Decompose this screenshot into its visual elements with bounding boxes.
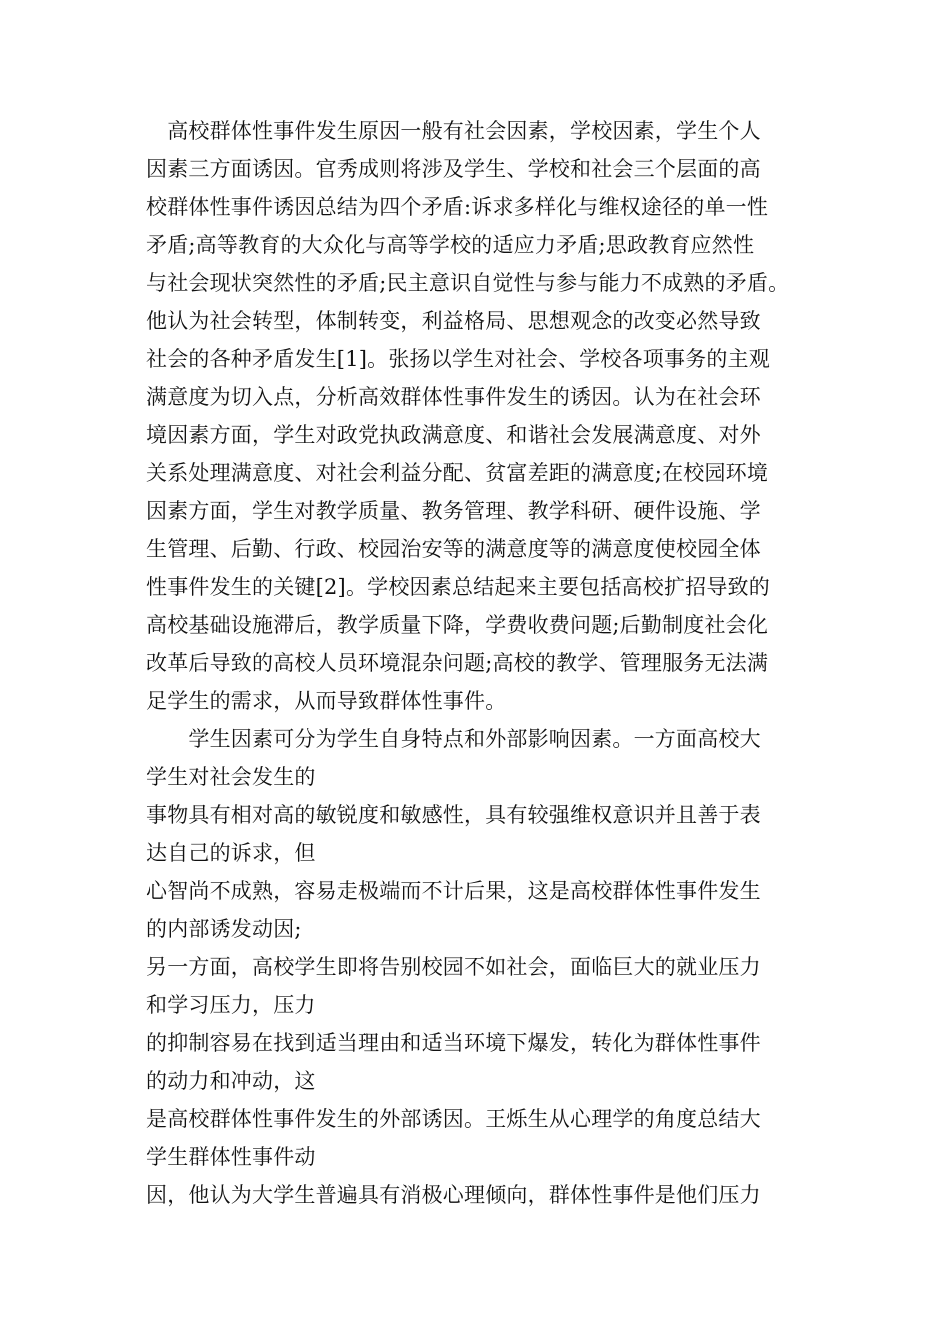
body-text: [146, 112, 836, 1214]
text-line: 校群体性事件诱因总结为四个矛盾:诉求多样化与维权途径的单一性: [146, 195, 769, 219]
text-line: 因素方面，学生对教学质量、教务管理、教学科研、硬件设施、学: [146, 499, 761, 523]
text-line: 的抑制容易在找到适当理由和适当环境下爆发，转化为群体性事件: [146, 1031, 761, 1055]
text-line: 因，他认为大学生普遍具有消极心理倾向，群体性事件是他们压力: [146, 1183, 761, 1207]
text-line: 另一方面，高校学生即将告别校园不如社会，面临巨大的就业压力: [146, 955, 761, 979]
text-line: 达自己的诉求，但: [146, 841, 316, 865]
text-line: 和学习压力，压力: [146, 993, 316, 1017]
text-line: 社会的各种矛盾发生[1]。张扬以学生对社会、学校各项事务的主观: [146, 347, 770, 371]
text-line: 事物具有相对高的敏锐度和敏感性，具有较强维权意识并且善于表: [146, 803, 761, 827]
text-line: 矛盾;高等教育的大众化与高等学校的适应力矛盾;思政教育应然性: [146, 233, 755, 257]
text-line: 他认为社会转型，体制转变，利益格局、思想观念的改变必然导致: [146, 309, 761, 333]
text-line: 因素三方面诱因。官秀成则将涉及学生、学校和社会三个层面的高: [146, 157, 761, 181]
text-line: 与社会现状突然性的矛盾;民主意识自觉性与参与能力不成熟的矛盾。: [146, 271, 790, 295]
text-line: 学生群体性事件动: [146, 1145, 316, 1169]
text-line: 生管理、后勤、行政、校园治安等的满意度等的满意度使校园全体: [146, 537, 761, 561]
text-line: 足学生的需求，从而导致群体性事件。: [146, 689, 507, 713]
text-line: 的动力和冲动，这: [146, 1069, 316, 1093]
text-line: 高校基础设施滞后，教学质量下降，学费收费问题;后勤制度社会化: [146, 613, 769, 637]
text-line: 改革后导致的高校人员环境混杂问题;高校的教学、管理服务无法满: [146, 651, 769, 675]
text-line: 学生因素可分为学生自身特点和外部影响因素。一方面高校大: [146, 727, 761, 751]
text-line: 性事件发生的关键[2]。学校因素总结起来主要包括高校扩招导致的: [146, 575, 770, 599]
text-line: 心智尚不成熟，容易走极端而不计后果，这是高校群体性事件发生: [146, 879, 761, 903]
text-line: 是高校群体性事件发生的外部诱因。王烁生从心理学的角度总结大: [146, 1107, 761, 1131]
text-line: 关系处理满意度、对社会利益分配、贫富差距的满意度;在校园环境: [146, 461, 769, 485]
text-line: 境因素方面，学生对政党执政满意度、和谐社会发展满意度、对外: [146, 423, 761, 447]
text-line: 学生对社会发生的: [146, 765, 316, 789]
text-line: 高校群体性事件发生原因一般有社会因素，学校因素，学生个人: [146, 119, 761, 143]
text-line: 的内部诱发动因;: [146, 917, 302, 941]
text-line: 满意度为切入点，分析高效群体性事件发生的诱因。认为在社会环: [146, 385, 761, 409]
